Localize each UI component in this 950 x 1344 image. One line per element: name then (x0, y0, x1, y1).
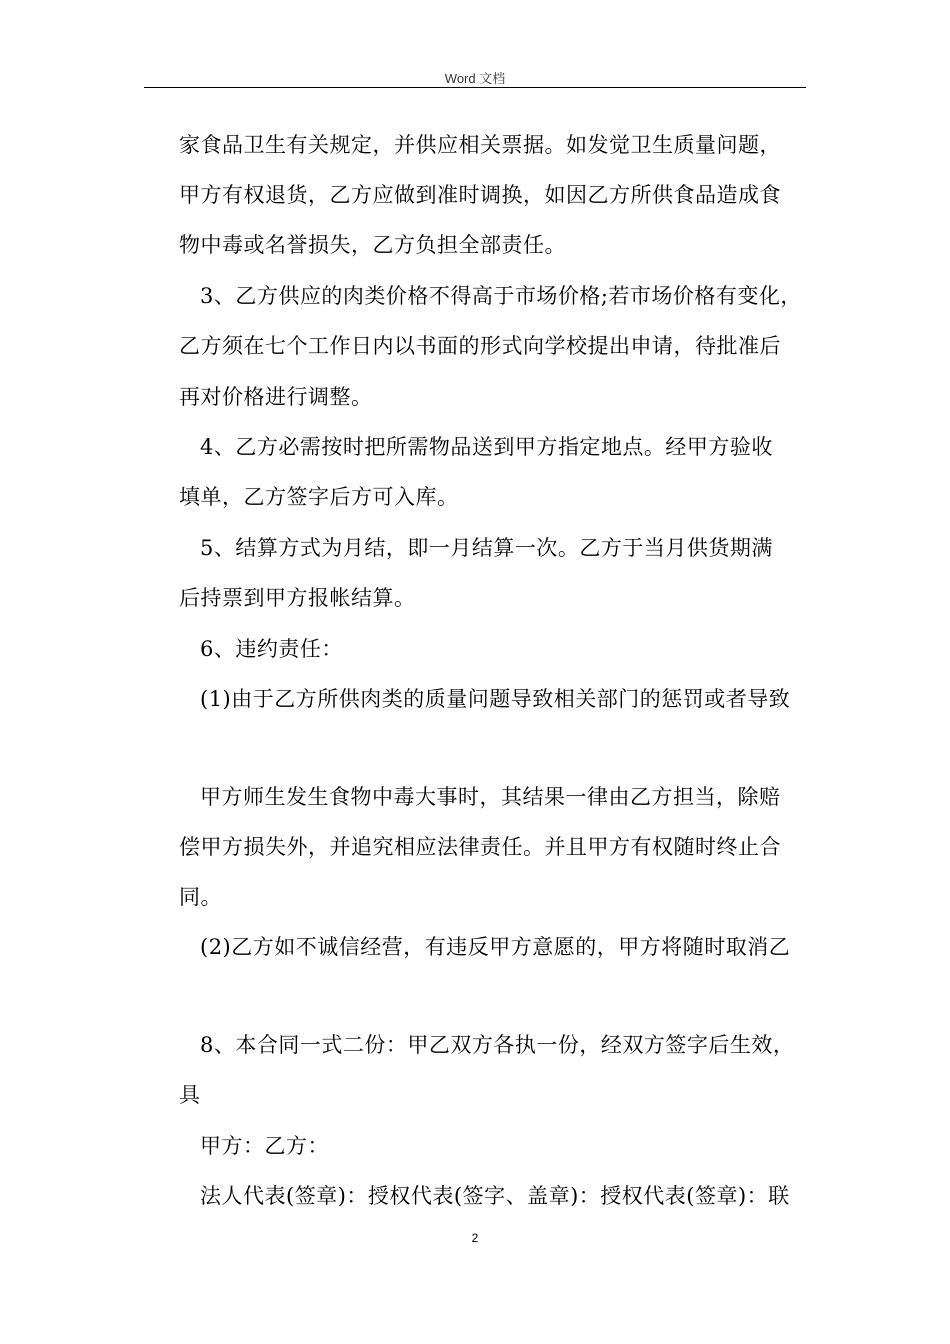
paragraph-line: (2)乙方如不诚信经营，有违反甲方意愿的，甲方将随时取消乙 (200, 935, 791, 959)
paragraph-line: 8、本合同一式二份：甲乙双方各执一份，经双方签字后生效， (200, 1033, 795, 1057)
paragraph-line: 4、乙方必需按时把所需物品送到甲方指定地点。经甲方验收 (200, 435, 773, 459)
paragraph-line: 再对价格进行调整。 (179, 385, 373, 409)
paragraph-line: 5、结算方式为月结，即一月结算一次。乙方于当月供货期满 (200, 536, 773, 560)
paragraph-line: (1)由于乙方所供肉类的质量问题导致相关部门的惩罚或者导致 (200, 687, 791, 711)
paragraph-line: 甲方有权退货，乙方应做到准时调换，如因乙方所供食品造成食 (179, 183, 781, 207)
paragraph-line: 具 (179, 1083, 201, 1107)
paragraph-line: 同。 (179, 885, 222, 909)
paragraph-line: 偿甲方损失外，并追究相应法律责任。并且甲方有权随时终止合 (179, 835, 781, 859)
paragraph-line: 甲方师生发生食物中毒大事时，其结果一律由乙方担当，除赔 (200, 785, 781, 809)
paragraph-line: 甲方：乙方： (200, 1134, 329, 1158)
paragraph-line: 填单，乙方签字后方可入库。 (179, 485, 459, 509)
paragraph-line: 物中毒或名誉损失，乙方负担全部责任。 (179, 233, 566, 257)
paragraph-line: 乙方须在七个工作日内以书面的形式向学校提出申请，待批准后 (179, 334, 781, 358)
paragraph-line: 法人代表(签章)：授权代表(签字、盖章)：授权代表(签章)：联 (200, 1184, 790, 1208)
document-header-title: Word 文档 (444, 71, 506, 86)
header-divider (144, 87, 806, 88)
paragraph-line: 3、乙方供应的肉类价格不得高于市场价格;若市场价格有变化， (200, 284, 802, 308)
page-number: 2 (471, 1231, 479, 1245)
paragraph-line: 家食品卫生有关规定，并供应相关票据。如发觉卫生质量问题， (179, 133, 781, 157)
paragraph-line: 后持票到甲方报帐结算。 (179, 586, 416, 610)
paragraph-line: 6、违约责任： (200, 637, 343, 661)
